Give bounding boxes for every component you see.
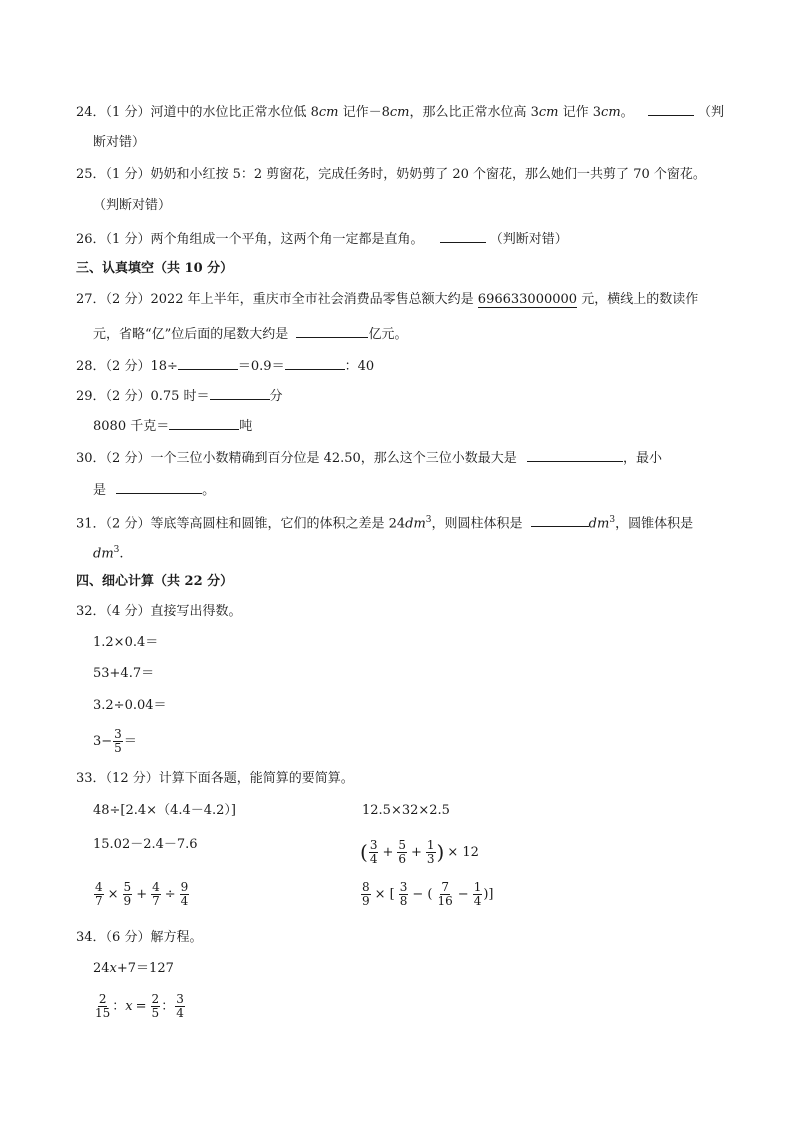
q27-text: 元，横线上的数读作	[577, 292, 699, 307]
fraction: $\frac{2}{15}$	[95, 992, 111, 1020]
q28-text: ：40	[344, 359, 375, 374]
question-27-line-1	[76, 291, 698, 309]
q31-blank-cylinder[interactable]	[531, 512, 589, 527]
q30-text: ，最小	[622, 451, 662, 466]
q33-expression-4: ( $\frac{3}{4}$ + $\frac{5}{6}$ + $\frac{1}{3}$ ) × 12	[360, 837, 479, 866]
q30-blank-min[interactable]	[116, 479, 202, 494]
question-34-title: 34．（6 分）解方程。	[76, 930, 203, 945]
fraction: $\frac{9}{4}$	[180, 880, 189, 908]
question-32-title: 32．（4 分）直接写出得数。	[76, 604, 242, 619]
question-31-line-1	[76, 511, 693, 533]
q33-expression-2: 12.5×32×2.5	[362, 803, 450, 818]
q31-exponent: 3	[425, 515, 432, 525]
q31-text: 31．（2 分）等底等高圆柱和圆锥，它们的体积之差是 24	[76, 516, 406, 532]
q29-text: 吨	[239, 419, 253, 434]
q33-expression-5: $\frac{4}{7}$ × $\frac{5}{9}$ + $\frac{4}{7}$ ÷ $\frac{9}{4}$	[95, 880, 189, 908]
q24-text: 。	[620, 105, 634, 120]
question-31-line-2	[93, 541, 124, 563]
q29-text: 29．（2 分）0.75 时＝	[76, 389, 210, 404]
q31-unit: dm	[588, 516, 610, 532]
q24-text: 记作 3	[558, 105, 602, 120]
q31-text: ，则圆柱体积是	[431, 516, 523, 532]
fraction: $\frac{3}{4}$	[369, 837, 378, 866]
fraction: $\frac{1}{3}$	[426, 837, 435, 866]
q31-text: .	[119, 546, 124, 562]
q33-expression-3: 15.02－2.4－7.6	[93, 837, 198, 852]
question-30-line-1	[76, 447, 662, 468]
q28-text: ＝0.9＝	[237, 359, 285, 374]
q27-underlined-number: 696633000000	[477, 292, 578, 307]
question-29-line-1	[76, 385, 283, 406]
fraction: $\frac{3}{5}$	[114, 727, 122, 755]
q27-text: 元，省略“亿”位后面的尾数大约是	[93, 327, 289, 342]
q31-exponent: 3	[609, 515, 616, 525]
q33-expression-6: $\frac{8}{9}$ × [ $\frac{3}{8}$ − ( $\frac{7}{16}$ − $\frac{1}{4}$ )]	[362, 880, 494, 908]
question-33-title: 33．（12 分）计算下面各题，能简算的要简算。	[76, 771, 354, 786]
fraction: $\frac{8}{9}$	[362, 880, 370, 908]
q32-text: 3−	[93, 734, 113, 749]
q24-unit: cm	[601, 105, 621, 120]
q24-unit: cm	[389, 105, 410, 120]
q28-text: 28．（2 分）18÷	[76, 359, 178, 374]
q32-expression-4	[93, 727, 137, 757]
q24-text: 记作－8	[338, 105, 390, 120]
q27-text: 27．（2 分）2022 年上半年，重庆市全市社会消费品零售总额大约是	[76, 292, 478, 307]
q29-blank-2[interactable]	[169, 415, 239, 430]
question-25-line-1: 25．（1 分）奶奶和小红按 5：2 剪窗花，完成任务时，奶奶剪了 20 个窗花，那么她们一共剪了 70 个窗花。	[76, 167, 706, 182]
q24-text: 24．（1 分）河道中的水位比正常水位低 8	[76, 105, 319, 120]
q24-unit: cm	[318, 105, 339, 120]
q28-blank-2[interactable]	[285, 355, 345, 370]
fraction: $\frac{3}{8}$	[399, 880, 408, 908]
question-24-line-1	[76, 101, 724, 122]
q34-equation-2: $\frac{2}{15}$ ：x = $\frac{2}{5}$ ： $\frac{3}{4}$	[95, 992, 184, 1020]
q31-unit: dm	[93, 546, 114, 562]
q31-exponent: 3	[113, 545, 120, 555]
fraction: $\frac{5}{9}$	[123, 880, 132, 908]
q34-equation-1: 24x+7＝127	[93, 961, 174, 976]
q26-text: 26．（1 分）两个角组成一个平角，这两个角一定都是直角。	[76, 232, 424, 247]
q31-unit: dm	[405, 516, 426, 532]
fraction: $\frac{4}{7}$	[95, 880, 103, 908]
question-26	[76, 228, 568, 249]
variable-x: x	[125, 999, 133, 1014]
fraction: $\frac{3}{4}$	[176, 992, 184, 1020]
question-25-line-2: （判断对错）	[93, 198, 172, 213]
q31-text: ，圆锥体积是	[615, 516, 694, 532]
q24-text: ，那么比正常水位高 3	[409, 105, 539, 120]
q26-answer-blank[interactable]	[440, 228, 486, 243]
fraction: $\frac{1}{4}$	[473, 880, 482, 908]
question-30-line-2	[93, 479, 215, 500]
q24-text: （判	[697, 105, 724, 120]
q32-expression-2: 53+4.7＝	[93, 666, 155, 681]
section-4-heading: 四、细心计算（共 22 分）	[76, 574, 234, 589]
variable-x: x	[109, 961, 117, 976]
q32-expression-1: 1.2×0.4＝	[93, 635, 159, 650]
q27-answer-blank[interactable]	[296, 323, 368, 338]
q30-text: 是	[93, 483, 107, 498]
section-3-heading: 三、认真填空（共 10 分）	[76, 261, 234, 276]
q24-unit: cm	[538, 105, 559, 120]
q28-blank-1[interactable]	[178, 355, 238, 370]
question-27-line-2	[93, 323, 407, 344]
fraction: $\frac{4}{7}$	[152, 880, 160, 908]
q30-text: 。	[202, 483, 216, 498]
fraction: $\frac{7}{16}$	[437, 880, 453, 908]
q32-expression-3: 3.2÷0.04＝	[93, 698, 167, 713]
question-29-line-2	[93, 415, 252, 436]
fraction: $\frac{5}{6}$	[398, 837, 406, 866]
q30-blank-max[interactable]	[527, 447, 623, 462]
q27-text: 亿元。	[368, 327, 408, 342]
question-28	[76, 355, 374, 376]
fraction: $\frac{2}{5}$	[151, 992, 160, 1020]
q26-text: （判断对错）	[489, 232, 568, 247]
q29-text: 分	[269, 389, 283, 404]
q30-text: 30．（2 分）一个三位小数精确到百分位是 42.50，那么这个三位小数最大是	[76, 451, 517, 466]
q33-expression-1: 48÷[2.4×（4.4－4.2）]	[93, 803, 236, 818]
q24-answer-blank[interactable]	[648, 101, 694, 116]
q29-text: 8080 千克＝	[93, 419, 170, 434]
q29-blank-1[interactable]	[210, 385, 270, 400]
question-24-line-2: 断对错）	[93, 135, 146, 150]
q32-text: ＝	[123, 734, 137, 749]
